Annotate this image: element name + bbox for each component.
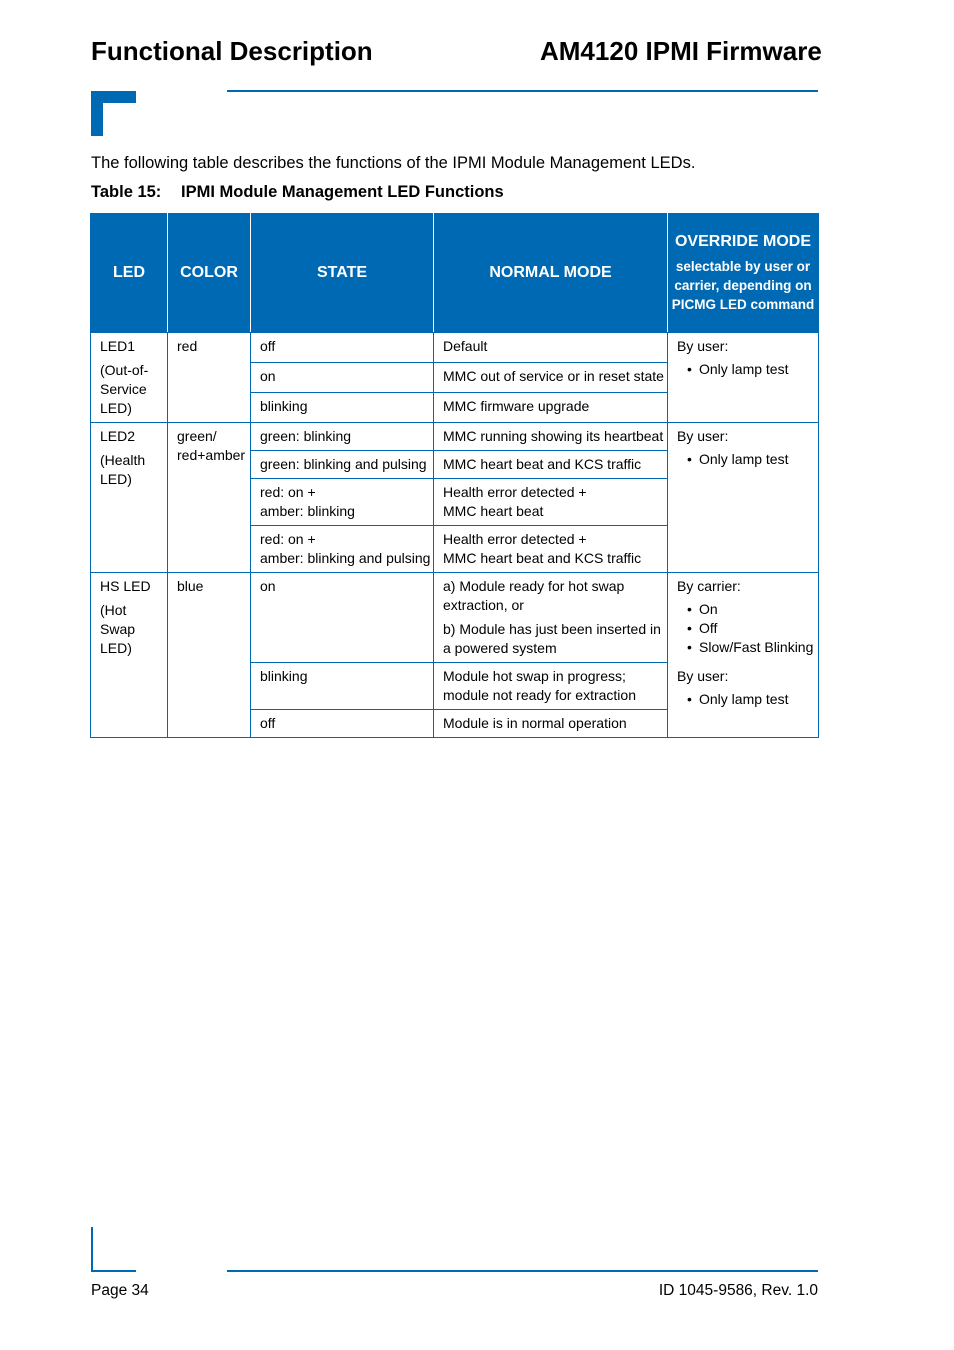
section-title: Functional Description: [91, 36, 373, 66]
state-cell: [251, 526, 434, 573]
override-label: By user:: [677, 338, 729, 354]
intro-paragraph: The following table describes the functions of the IPMI Module Management LEDs.: [91, 154, 696, 172]
override-list: [677, 600, 816, 657]
override-label: By user:: [677, 668, 729, 684]
color-cell: red: [168, 333, 251, 423]
list-item: • Only lamp test: [687, 690, 816, 709]
list-item: • On: [687, 600, 816, 619]
table-caption-number: Table 15:: [91, 183, 162, 201]
led-cell: [91, 333, 168, 423]
override-cell: [668, 333, 819, 423]
state-cell: off: [251, 710, 434, 738]
table-header-row: [91, 214, 819, 333]
normal-mode-cell: Module is in normal operation: [434, 710, 668, 738]
led-cell: [91, 423, 168, 573]
override-label: By user:: [677, 428, 729, 444]
footer-rule: [227, 1270, 818, 1272]
col-header-color: COLOR: [168, 214, 251, 333]
normal-mode-cell: MMC out of service or in reset state: [434, 363, 668, 393]
led-name: LED2: [100, 428, 136, 444]
state-cell: blinking: [251, 663, 434, 710]
override-mode-title: OVERRIDE MODE: [674, 232, 811, 250]
normal-mode-line: a) Module ready for hot swap extraction, or: [443, 578, 625, 613]
state-line: red: on +: [260, 484, 316, 500]
corner-mark-bottom-bar: [91, 1270, 136, 1272]
table-caption-title: IPMI Module Management LED Functions: [181, 183, 504, 201]
led-name: HS LED: [100, 578, 151, 594]
normal-mode-line: MMC heart beat: [443, 503, 544, 519]
state-cell: on: [251, 573, 434, 663]
table-row: [91, 423, 819, 451]
override-mode-subtitle: selectable by user or carrier, depending on PICMG LED command: [671, 258, 815, 312]
state-cell: off: [251, 333, 434, 363]
normal-mode-cell: [434, 526, 668, 573]
list-item: • Off: [687, 619, 816, 638]
page-number: Page 34: [91, 1282, 149, 1299]
normal-mode-cell: MMC running showing its heartbeat: [434, 423, 668, 451]
corner-mark-top: [91, 91, 136, 136]
state-cell: green: blinking and pulsing: [251, 451, 434, 479]
normal-mode-cell: Module hot swap in progress; module not ready for extraction: [434, 663, 668, 710]
corner-mark-bottom-stem: [91, 1227, 93, 1272]
list-item: • Slow/Fast Blinking: [687, 638, 816, 657]
normal-mode-cell: [434, 573, 668, 663]
table-row: [91, 573, 819, 663]
document-id: ID 1045-9586, Rev. 1.0: [658, 1282, 818, 1299]
led-cell: [91, 573, 168, 738]
normal-mode-line: Health error detected +: [443, 531, 587, 547]
override-list: [677, 360, 816, 379]
led-functions-table: [90, 213, 819, 738]
state-cell: blinking: [251, 393, 434, 423]
normal-mode-cell: Default: [434, 333, 668, 363]
corner-mark-top-stem: [91, 91, 103, 136]
list-item: • Only lamp test: [687, 360, 816, 379]
table-caption: [91, 183, 504, 202]
normal-mode-cell: [434, 479, 668, 526]
corner-mark-bottom: [91, 1227, 136, 1272]
led-description: (Out-of-Service LED): [100, 362, 149, 416]
override-cell: [668, 423, 819, 573]
led-description: (Hot Swap LED): [100, 602, 136, 656]
col-header-override-mode: [668, 214, 819, 333]
col-header-state: STATE: [251, 214, 434, 333]
normal-mode-line: Health error detected +: [443, 484, 587, 500]
state-cell: [251, 479, 434, 526]
state-line: red: on +: [260, 531, 316, 547]
override-cell: [668, 573, 819, 738]
col-header-led: LED: [91, 214, 168, 333]
state-cell: on: [251, 363, 434, 393]
header-rule: [227, 90, 818, 92]
override-list: [677, 450, 816, 469]
normal-mode-line: MMC heart beat and KCS traffic: [443, 550, 642, 566]
override-label: By carrier:: [677, 578, 741, 594]
table-row: [91, 333, 819, 363]
led-description: (Health LED): [100, 452, 146, 487]
normal-mode-cell: MMC firmware upgrade: [434, 393, 668, 423]
led-name: LED1: [100, 338, 136, 354]
normal-mode-line: b) Module has just been inserted in a powered system: [443, 621, 661, 656]
state-cell: green: blinking: [251, 423, 434, 451]
color-cell: green/ red+amber: [168, 423, 251, 573]
state-line: amber: blinking: [260, 503, 355, 519]
col-header-normal-mode: NORMAL MODE: [434, 214, 668, 333]
color-cell: blue: [168, 573, 251, 738]
normal-mode-cell: MMC heart beat and KCS traffic: [434, 451, 668, 479]
document-title: AM4120 IPMI Firmware: [540, 36, 822, 66]
list-item: • Only lamp test: [687, 450, 816, 469]
override-list: [677, 690, 816, 709]
state-line: amber: blinking and pulsing: [260, 550, 431, 566]
